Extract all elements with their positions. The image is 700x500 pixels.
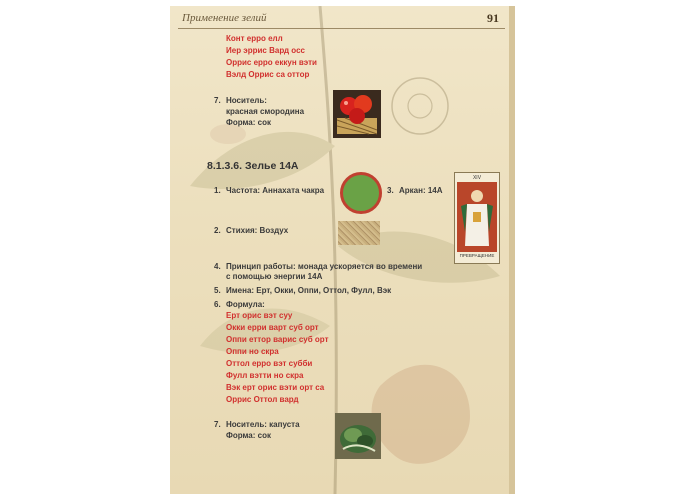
air-texture bbox=[338, 221, 380, 245]
formula-line: Оппи еттор варис суб орт bbox=[226, 335, 329, 344]
item-number: 2. bbox=[214, 226, 221, 235]
item-number: 7. bbox=[214, 96, 221, 105]
running-head: Применение зелий bbox=[182, 12, 267, 24]
names-text: Имена: Ерт, Окки, Оппи, Оттол, Фулл, Вэк bbox=[226, 286, 392, 295]
item-number: 6. bbox=[214, 300, 221, 309]
cabbage-photo bbox=[335, 413, 381, 459]
carrier-label: Носитель: капуста bbox=[226, 420, 300, 429]
page-edge bbox=[509, 6, 515, 494]
frequency-text: Частота: Аннахата чакра bbox=[226, 186, 325, 195]
item-number: 1. bbox=[214, 186, 221, 195]
chakra-circle bbox=[340, 172, 382, 214]
carrier-value: красная смородина bbox=[226, 107, 305, 116]
formula-line: Вэлд Оррис са оттор bbox=[226, 70, 310, 79]
tarot-numeral: XIV bbox=[472, 175, 482, 181]
principle-line-2: с помощью энергии 14А bbox=[226, 272, 323, 281]
formula-line: Ерт орис вэт суу bbox=[226, 311, 293, 320]
item-number: 3. bbox=[387, 186, 394, 195]
form-label: Форма: сок bbox=[226, 431, 271, 440]
principle-line-1: Принцип работы: монада ускоряется во времени bbox=[226, 262, 423, 271]
page-number: 91 bbox=[487, 11, 499, 25]
formula-line: Фулл вэтти но скра bbox=[226, 371, 304, 380]
formula-line: Оррис ерро еккун вэти bbox=[226, 58, 317, 67]
item-number: 7. bbox=[214, 420, 221, 429]
formula-line: Конт ерро елл bbox=[226, 34, 283, 43]
carrier-label: Носитель: bbox=[226, 96, 267, 105]
formula-line: Окки ерри варт суб орт bbox=[226, 323, 319, 332]
tarot-card bbox=[454, 172, 500, 264]
item-number: 5. bbox=[214, 286, 221, 295]
book-page bbox=[170, 6, 515, 494]
redcurrant-photo bbox=[333, 90, 381, 138]
item-number: 4. bbox=[214, 262, 221, 271]
header-rule bbox=[178, 28, 505, 29]
section-title: 8.1.3.6. Зелье 14А bbox=[207, 160, 299, 172]
arcana-text: Аркан: 14А bbox=[399, 186, 443, 195]
tarot-figure bbox=[457, 182, 497, 252]
tarot-caption: ПРЕВРАЩЕНИЕ bbox=[459, 253, 495, 258]
formula-line: Оппи но скра bbox=[226, 347, 279, 356]
form-label: Форма: сок bbox=[226, 118, 271, 127]
formula-label: Формула: bbox=[226, 300, 265, 309]
formula-line: Оррис Оттол вард bbox=[226, 395, 299, 404]
element-text: Стихия: Воздух bbox=[226, 226, 289, 235]
formula-line: Иер эррис Вард осс bbox=[226, 46, 305, 55]
formula-line: Оттол ерро вэт субби bbox=[226, 359, 313, 368]
formula-line: Вэк ерт орис вэти орт са bbox=[226, 383, 325, 392]
